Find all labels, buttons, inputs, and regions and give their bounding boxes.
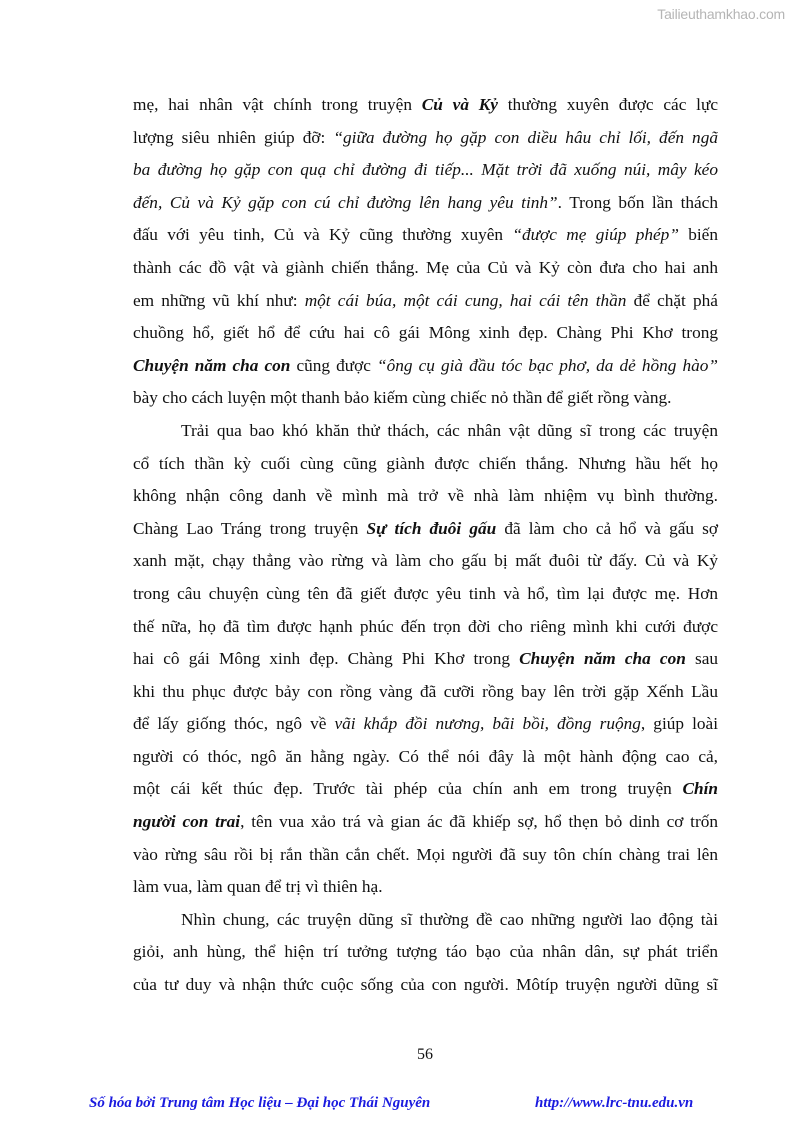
text-segment: không nhận công danh về mình mà trở về nhà làm nhiệm vụ bình thường. [133, 486, 718, 506]
watermark: Tailieuthamkhao.com [657, 6, 785, 22]
paragraph [133, 418, 718, 907]
text-line [133, 385, 718, 418]
text-segment: vào rừng sâu rồi bị rắn thần cắn chết. Mọi người đã suy tôn chín chàng trai lên [133, 844, 718, 864]
text-line [133, 679, 718, 712]
text-segment: , giúp loài [640, 714, 719, 734]
text-line [133, 483, 718, 516]
text-segment: của tư duy và nhận thức cuộc sống của con người. Môtíp truyện người dũng sĩ [133, 975, 718, 995]
text-line [133, 842, 718, 875]
text-segment: giỏi, anh hùng, thể hiện trí tưởng tượng táo bạo của nhân dân, sự phát triển [133, 942, 718, 962]
text-line [133, 744, 718, 777]
text-segment: một cái kết thúc đẹp. Trước tài phép của chín anh em trong truyện [133, 779, 683, 799]
quoted-text: “giữa đường họ gặp con diều hâu chỉ lối, đến ngã [333, 127, 718, 147]
text-line [133, 972, 718, 1005]
text-line [133, 190, 718, 223]
footer-digitized-by: Số hóa bởi Trung tâm Học liệu – Đại học Thái Nguyên [89, 1095, 431, 1111]
text-segment: biến [678, 225, 718, 245]
text-line [133, 222, 718, 255]
text-line [133, 157, 718, 190]
text-line [133, 581, 718, 614]
text-segment: khi thu phục được bảy con rồng vàng đã cưỡi rồng bay lên trời gặp Xếnh Lầu [133, 681, 718, 701]
text-line [133, 646, 718, 679]
text-line [133, 809, 718, 842]
text-segment: Nhìn chung, các truyện dũng sĩ thường đề cao những người lao động tài [181, 909, 718, 929]
quoted-text: “ông cụ già đầu tóc bạc phơ, da dẻ hồng hào” [377, 355, 718, 375]
text-line [133, 548, 718, 581]
text-line [133, 418, 718, 451]
document-body [133, 92, 718, 1005]
text-line [133, 614, 718, 647]
text-segment: đã làm cho cả hổ và gấu sợ [496, 518, 718, 538]
text-line [133, 451, 718, 484]
text-segment: hai cô gái Mông xinh đẹp. Chàng Phi Khơ trong [133, 649, 520, 669]
text-segment: sau [685, 649, 719, 669]
text-line [133, 776, 718, 809]
quoted-text: vãi khắp đồi nương, bãi bồi, đồng ruộng [334, 714, 641, 734]
text-segment: người có thóc, ngô ăn hằng ngày. Có thể nói đây là một hành động cao cả, [133, 746, 718, 766]
text-segment: Chàng Lao Tráng trong truyện [133, 518, 367, 538]
text-line [133, 320, 718, 353]
story-title: Chuyện năm cha con [519, 649, 686, 669]
page-number: 56 [417, 1046, 433, 1063]
story-title: Chuyện năm cha con [133, 355, 291, 375]
text-line [133, 125, 718, 158]
text-line [133, 255, 718, 288]
paragraph [133, 92, 718, 418]
quoted-text: một cái búa, một cái cung, hai cái tên thần [304, 290, 627, 310]
quoted-text: “được mẹ giúp phép” [512, 225, 679, 245]
text-segment: cổ tích thần kỳ cuối cùng cũng giành được chiến thắng. Nhưng hầu hết họ [133, 453, 718, 473]
text-line [133, 874, 718, 907]
story-title: Củ và Kỷ [421, 95, 498, 114]
text-segment: làm vua, làm quan để trị vì thiên hạ. [133, 877, 383, 897]
text-segment: lượng siêu nhiên giúp đỡ: [133, 127, 334, 147]
text-segment: trong câu chuyện cùng tên đã giết được yêu tinh và hổ, tìm lại được mẹ. Hơn [133, 583, 718, 603]
text-segment: đấu với yêu tinh, Củ và Kỷ cũng thường xuyên [133, 225, 513, 245]
story-title: Chín [682, 779, 718, 799]
text-line [133, 353, 718, 386]
text-line [133, 288, 718, 321]
paragraph [133, 907, 718, 1005]
text-segment: thế nữa, họ đã tìm được hạnh phúc đến trọn đời cho riêng mình khi cưới được [133, 616, 718, 636]
story-title: Sự tích đuôi gấu [366, 518, 497, 538]
text-line [133, 711, 718, 744]
text-segment: Trải qua bao khó khăn thử thách, các nhân vật dũng sĩ trong các truyện [181, 420, 718, 440]
text-line [133, 907, 718, 940]
quoted-text: ba đường họ gặp con quạ chỉ đường đi tiếp... Mặt trời đã xuống núi, mây kéo [133, 160, 718, 180]
text-segment: chuồng hổ, giết hổ để cứu hai cô gái Mông xinh đẹp. Chàng Phi Khơ trong [133, 323, 718, 343]
text-segment: thành các đồ vật và giành chiến thắng. Mẹ của Củ và Kỷ còn đưa cho hai anh [133, 257, 718, 277]
text-line [133, 92, 718, 125]
quoted-text: đến, Củ và Kỷ gặp con cú chỉ đường lên hang yêu tinh” [133, 192, 558, 212]
text-segment: thường xuyên được các lực [497, 95, 718, 114]
text-line [133, 939, 718, 972]
text-line [133, 516, 718, 549]
story-title: người con trai [133, 812, 241, 832]
text-segment: bày cho cách luyện một thanh bảo kiếm cùng chiếc nỏ thần để giết rồng vàng. [133, 388, 672, 408]
text-segment: cũng được [290, 355, 377, 375]
text-segment: , tên vua xảo trá và gian ác đã khiếp sợ, hổ thẹn bỏ dinh cơ trốn [240, 812, 718, 832]
text-segment: . Trong bốn lần thách [557, 192, 718, 212]
footer-url-link[interactable]: http://www.lrc-tnu.edu.vn [535, 1095, 694, 1111]
text-segment: em những vũ khí như: [133, 290, 305, 310]
text-segment: để lấy giống thóc, ngô về [133, 714, 335, 734]
text-segment: mẹ, hai nhân vật chính trong truyện [133, 95, 422, 114]
text-segment: xanh mặt, chạy thẳng vào rừng và làm cho gấu bị mất đuôi từ đấy. Củ và Kỷ [133, 551, 718, 571]
text-segment: để chặt phá [626, 290, 718, 310]
